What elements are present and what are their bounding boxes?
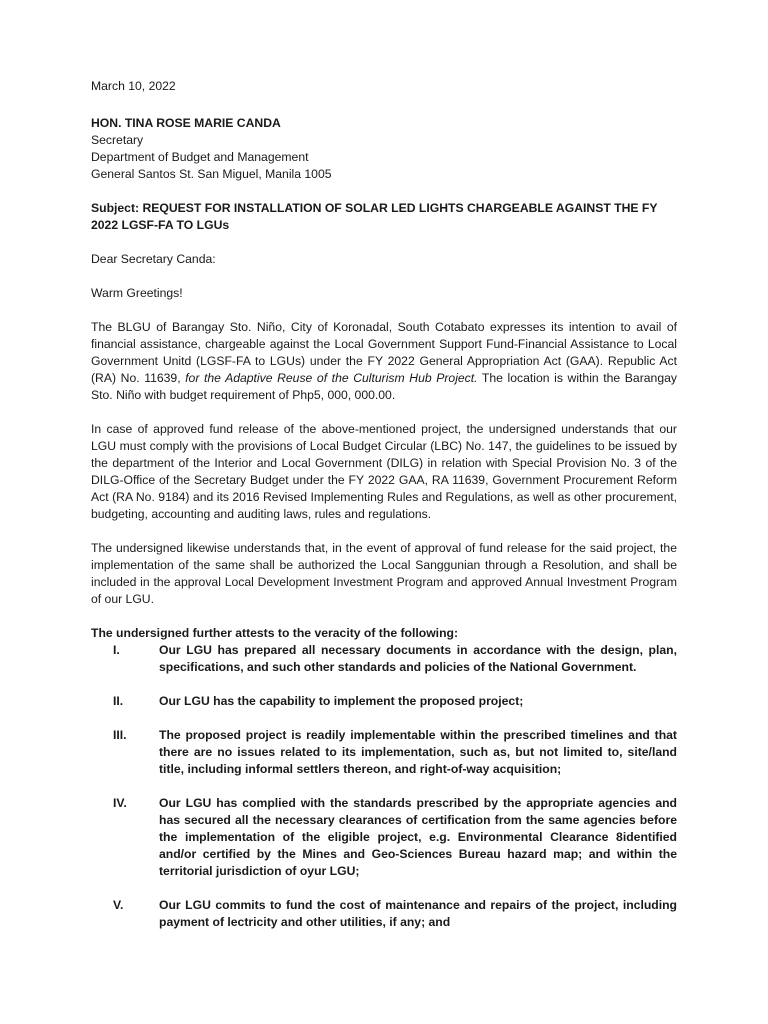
list-item-text: Our LGU commits to fund the cost of maintenance and repairs of the project, including payment of lectricity and other utilities, if any; and (159, 898, 677, 929)
recipient-address: General Santos St. San Miguel, Manila 1005 (91, 167, 332, 181)
list-item (91, 795, 677, 880)
greeting: Warm Greetings! (91, 286, 183, 300)
list-item-number: III. (113, 728, 127, 742)
recipient-name: HON. TINA ROSE MARIE CANDA (91, 116, 281, 130)
letter-date: March 10, 2022 (91, 79, 176, 93)
list-item (91, 897, 677, 931)
subject-line: Subject: REQUEST FOR INSTALLATION OF SOLAR LED LIGHTS CHARGEABLE AGAINST THE FY 2022 LGSF-FA TO LGUs (91, 201, 658, 232)
list-item-text: Our LGU has complied with the standards prescribed by the appropriate agencies and has secured all the necessary clearances of certification from the same agencies before the implementation of the eligible project, e.g. Environmental Clearance 8identified and/or certified by the Mines and Geo-Sciences Bureau hazard map; and within the territorial jurisdiction of oyur LGU; (159, 796, 677, 878)
list-item (91, 727, 677, 778)
paragraph-intent-text: The BLGU of Barangay Sto. Niño, City of Koronadal, South Cotabato expresses its intention to avail of financial assistance, chargeable against the Local Government Support Fund-Financial Assistance to Local Government Unitd (LGSF-FA to LGUs) under the FY 2022 General Appropriation Act (GAA). Republic Act (RA) No. 11639, (91, 320, 677, 385)
list-item (91, 693, 677, 710)
paragraph-intent (91, 319, 677, 404)
attest-heading: The undersigned further attests to the veracity of the following: (91, 626, 459, 640)
list-item-number: IV. (113, 796, 127, 810)
recipient-department: Department of Budget and Management (91, 150, 309, 164)
paragraph-implementation: The undersigned likewise understands that, in the event of approval of fund release for the said project, the implementation of the same shall be authorized the Local Sanggunian through a Resolution, and shall be included in the approval Local Development Investment Program and approved Annual Investment Program of our LGU. (91, 541, 677, 606)
salutation: Dear Secretary Canda: (91, 252, 216, 266)
list-item-number: I. (113, 643, 120, 657)
recipient-title: Secretary (91, 133, 144, 147)
letter-page (91, 78, 677, 931)
list-item-number: V. (113, 898, 124, 912)
list-item-number: II. (113, 694, 124, 708)
paragraph-compliance: In case of approved fund release of the above-mentioned project, the undersigned understands that our LGU must comply with the provisions of Local Budget Circular (LBC) No. 147, the guidelines to be issued by the department of the Interior and Local Government (DILG) in relation with Special Provision No. 3 of the DILG-Office of the Secretary Budget under the FY 2022 GAA, RA 11639, Government Procurement Reform Act (RA No. 9184) and its 2016 Revised Implementing Rules and Regulations, as well as other procurement, budgeting, accounting and auditing laws, rules and regulations. (91, 422, 677, 521)
attestation-list (91, 642, 677, 931)
list-item-text: Our LGU has the capability to implement the proposed project; (159, 694, 524, 708)
list-item (91, 642, 677, 676)
list-item-text: The proposed project is readily implementable within the prescribed timelines and that there are no issues related to its implementation, such as, but not limited to, site/land title, including informal settlers thereon, and right-of-way acquisition; (159, 728, 677, 776)
project-name: for the Adaptive Reuse of the Culturism Hub Project. (185, 371, 478, 385)
paragraph-intent-location: The location is within the Barangay Sto. Niño with budget requirement of Php5, 000, 000.00. (91, 371, 677, 402)
list-item-text: Our LGU has prepared all necessary documents in accordance with the design, plan, specifications, and such other standards and policies of the National Government. (159, 643, 677, 674)
